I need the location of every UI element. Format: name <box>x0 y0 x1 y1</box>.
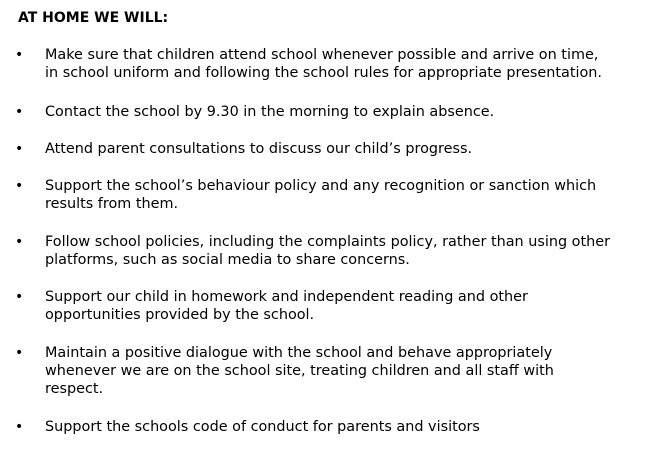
list-item-text: Attend parent consultations to discuss our child’s progress. <box>45 141 473 157</box>
bullet-icon: • <box>15 104 24 120</box>
section-heading: AT HOME WE WILL: <box>18 10 169 26</box>
list-item-text: Make sure that children attend school whenever possible and arrive on time, in school uniform and following the school rules for appropriate presentation. <box>45 47 603 81</box>
bullet-icon: • <box>15 419 24 435</box>
list-item-text: Follow school policies, including the complaints policy, rather than using other platforms, such as social media to share concerns. <box>45 234 611 268</box>
bullet-icon: • <box>15 345 24 361</box>
list-item-text: Maintain a positive dialogue with the school and behave appropriately whenever we are on the school site, treating children and all staff with respect. <box>45 345 554 397</box>
bullet-icon: • <box>15 234 24 250</box>
list-item-text: Support our child in homework and independent reading and other opportunities provided by the school. <box>45 289 528 323</box>
list-item-text: Contact the school by 9.30 in the morning to explain absence. <box>45 104 495 120</box>
bullet-icon: • <box>15 289 24 305</box>
bullet-icon: • <box>15 178 24 194</box>
bullet-icon: • <box>15 47 24 63</box>
bullet-icon: • <box>15 141 24 157</box>
list-item-text: Support the schools code of conduct for parents and visitors <box>45 419 480 435</box>
list-item-text: Support the school’s behaviour policy and any recognition or sanction which results from them. <box>45 178 597 212</box>
